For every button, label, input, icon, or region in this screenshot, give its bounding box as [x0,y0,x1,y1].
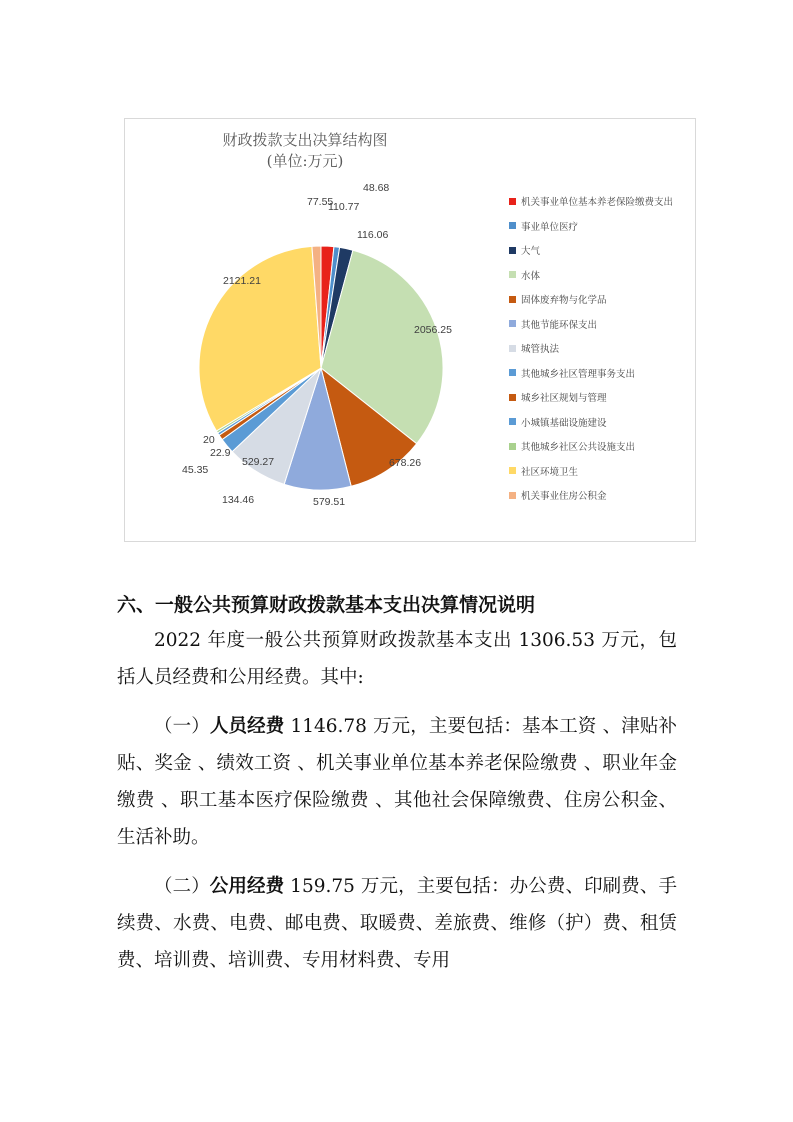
legend-label: 小城镇基础设施建设 [521,417,607,429]
legend-label: 其他城乡社区管理事务支出 [521,368,636,380]
legend-item [509,410,695,435]
chart-legend [509,189,695,508]
legend-label: 机关事业单位基本养老保险缴费支出 [521,197,674,209]
slice-data-label: 20 [203,434,215,446]
legend-item [509,385,695,410]
slice-data-label: 110.77 [328,201,360,213]
legend-label: 城管执法 [521,344,560,356]
legend-item [509,214,695,239]
legend-label: 固体废弃物与化学品 [521,295,607,307]
legend-label: 城乡社区规划与管理 [521,393,607,405]
legend-swatch [509,222,516,229]
legend-swatch [509,345,516,352]
legend-item [509,238,695,263]
document-body [117,588,677,979]
slice-data-label: 579.51 [313,496,346,508]
slice-data-label: 22.9 [210,447,231,459]
legend-label: 社区环境卫生 [521,466,579,478]
legend-swatch [509,320,516,327]
public-text: 159.75 万元，主要包括：办公费、印刷费、手续费、水费、电费、邮电费、取暖费、差旅费、维修（护）费、租赁费、培训费、培训费、专用材料费、专用 [117,876,677,971]
slice-data-label: 116.06 [357,229,389,241]
legend-label: 事业单位医疗 [521,221,579,233]
pie-svg [125,119,495,541]
legend-item [509,361,695,386]
legend-swatch [509,198,516,205]
legend-swatch [509,467,516,474]
legend-item [509,459,695,484]
pie-chart [124,118,696,542]
legend-item [509,287,695,312]
legend-label: 其他节能环保支出 [521,319,598,331]
section-heading: 六、一般公共预算财政拨款基本支出决算情况说明 [117,594,536,616]
slice-data-label: 77.55 [307,196,334,208]
legend-item [509,336,695,361]
public-prefix: （二） [154,876,210,897]
legend-swatch [509,443,516,450]
slice-data-label: 678.26 [389,457,422,469]
legend-label: 其他城乡社区公共设施支出 [521,442,636,454]
legend-swatch [509,271,516,278]
public-label: 公用经费 [209,876,285,897]
personnel-text: 1146.78 万元，主要包括：基本工资 、津贴补贴、奖金 、绩效工资 、机关事业单位基本养老保险缴费 、职业年金缴费 、职工基本医疗保险缴费 、其他社会保障缴费、住房公积金、生活补助。 [117,716,677,848]
slice-data-label: 48.68 [363,182,390,194]
legend-swatch [509,296,516,303]
legend-swatch [509,492,516,499]
slice-data-label: 134.46 [222,494,255,506]
slice-data-label: 45.35 [182,464,209,476]
legend-item [509,483,695,508]
chart-subtitle: (单位:万元) [266,152,344,170]
legend-label: 大气 [521,246,541,258]
legend-item [509,189,695,214]
slice-data-label: 2056.25 [414,324,452,336]
legend-item [509,263,695,288]
legend-label: 机关事业住房公积金 [521,491,607,503]
legend-item [509,434,695,459]
legend-swatch [509,369,516,376]
public-paragraph [117,868,677,979]
personnel-label: 人员经费 [209,716,285,737]
legend-swatch [509,247,516,254]
chart-title: 财政拨款支出决算结构图 [222,131,388,149]
personnel-paragraph [117,708,677,856]
legend-swatch [509,394,516,401]
intro-paragraph: 2022 年度一般公共预算财政拨款基本支出 1306.53 万元，包括人员经费和公用经费。其中: [117,630,677,688]
legend-label: 水体 [521,270,541,282]
slice-data-label: 2121.21 [223,275,261,287]
legend-item [509,312,695,337]
personnel-prefix: （一） [154,716,210,737]
slice-data-label: 529.27 [242,456,275,468]
legend-swatch [509,418,516,425]
